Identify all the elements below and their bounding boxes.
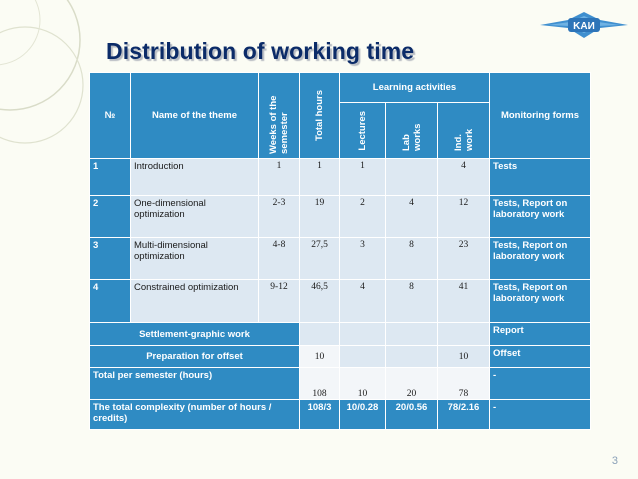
row-monitoring: Tests, Report on laboratory work bbox=[490, 280, 591, 323]
row-ind: 12 bbox=[438, 196, 490, 238]
complexity-lectures: 10/0.28 bbox=[340, 400, 386, 430]
total-semester-total: 108 bbox=[300, 368, 340, 400]
row-total: 27,5 bbox=[300, 238, 340, 280]
row-number: 1 bbox=[90, 159, 131, 196]
row-weeks: 4-8 bbox=[259, 238, 300, 280]
row-monitoring: Tests, Report on laboratory work bbox=[490, 196, 591, 238]
row-lectures: 1 bbox=[340, 159, 386, 196]
header-monitoring: Monitoring forms bbox=[490, 73, 591, 159]
offset-ind: 10 bbox=[438, 346, 490, 368]
total-semester-lectures: 10 bbox=[340, 368, 386, 400]
row-lab bbox=[386, 159, 438, 196]
header-lab-works: Lab works bbox=[386, 103, 438, 159]
row-theme: One-dimensional optimization bbox=[131, 196, 259, 238]
table-row bbox=[90, 159, 591, 196]
header-total-hours: Total hours bbox=[300, 73, 340, 159]
total-semester-ind: 78 bbox=[438, 368, 490, 400]
header-lectures: Lectures bbox=[340, 103, 386, 159]
row-lectures: 2 bbox=[340, 196, 386, 238]
offset-total: 10 bbox=[300, 346, 340, 368]
row-number: 4 bbox=[90, 280, 131, 323]
row-lab: 4 bbox=[386, 196, 438, 238]
row-number: 2 bbox=[90, 196, 131, 238]
offset-label: Preparation for offset bbox=[90, 346, 300, 368]
table-row bbox=[90, 238, 591, 280]
row-total: 1 bbox=[300, 159, 340, 196]
row-monitoring: Tests bbox=[490, 159, 591, 196]
table-row bbox=[90, 196, 591, 238]
logo-text: KAИ bbox=[573, 21, 595, 32]
row-lectures: 4 bbox=[340, 280, 386, 323]
header-number: № bbox=[90, 73, 131, 159]
row-lectures: 3 bbox=[340, 238, 386, 280]
row-ind: 4 bbox=[438, 159, 490, 196]
row-theme: Constrained optimization bbox=[131, 280, 259, 323]
offset-row bbox=[90, 346, 591, 368]
total-semester-label: Total per semester (hours) bbox=[90, 368, 300, 400]
row-lab: 8 bbox=[386, 280, 438, 323]
slide-title: Distribution of working time bbox=[106, 38, 415, 64]
row-weeks: 1 bbox=[259, 159, 300, 196]
header-ind-work: Ind. work bbox=[438, 103, 490, 159]
header-learning-activities: Learning activities bbox=[340, 73, 490, 103]
page-number: 3 bbox=[611, 455, 618, 467]
row-total: 19 bbox=[300, 196, 340, 238]
complexity-lab: 20/0.56 bbox=[386, 400, 438, 430]
kai-logo bbox=[538, 8, 630, 42]
header-weeks: Weeks of the semester bbox=[259, 73, 300, 159]
table-row bbox=[90, 280, 591, 323]
row-theme: Introduction bbox=[131, 159, 259, 196]
settlement-label: Settlement-graphic work bbox=[90, 323, 300, 346]
distribution-table bbox=[89, 72, 591, 430]
complexity-monitoring: - bbox=[490, 400, 591, 430]
total-semester-lab: 20 bbox=[386, 368, 438, 400]
row-lab: 8 bbox=[386, 238, 438, 280]
total-semester-monitoring: - bbox=[490, 368, 591, 400]
row-ind: 23 bbox=[438, 238, 490, 280]
settlement-row bbox=[90, 323, 591, 346]
row-number: 3 bbox=[90, 238, 131, 280]
row-weeks: 9-12 bbox=[259, 280, 300, 323]
decorative-circles bbox=[0, 0, 90, 479]
row-theme: Multi-dimensional optimization bbox=[131, 238, 259, 280]
complexity-label: The total complexity (number of hours / credits) bbox=[90, 400, 300, 430]
row-monitoring: Tests, Report on laboratory work bbox=[490, 238, 591, 280]
total-semester-row bbox=[90, 368, 591, 400]
row-weeks: 2-3 bbox=[259, 196, 300, 238]
settlement-monitoring: Report bbox=[490, 323, 591, 346]
offset-monitoring: Offset bbox=[490, 346, 591, 368]
complexity-row bbox=[90, 400, 591, 430]
header-name: Name of the theme bbox=[131, 73, 259, 159]
row-total: 46,5 bbox=[300, 280, 340, 323]
row-ind: 41 bbox=[438, 280, 490, 323]
complexity-total: 108/3 bbox=[300, 400, 340, 430]
complexity-ind: 78/2.16 bbox=[438, 400, 490, 430]
